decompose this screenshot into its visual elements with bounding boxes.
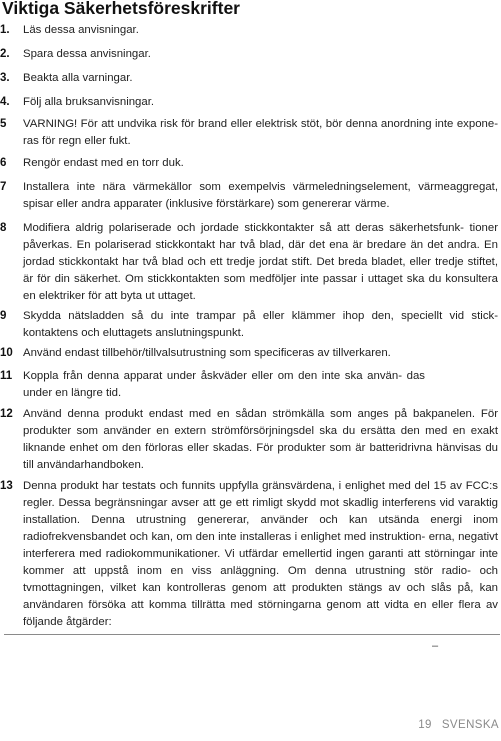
dash-mark: – <box>432 640 439 652</box>
item-number: 9 <box>0 310 7 322</box>
item-text: Använd denna produkt endast med en sådan strömkälla som anges på bakpanelen. För produkter som använder en extern strömförsörjningsdel ska du ersätta den med en exakt liknande enhet om den förloras eller skadas. För produkter som är batteridrivna hänvisas du till användarhandboken. <box>23 408 498 471</box>
item-text: Koppla från denna apparat under åskväder eller om den inte ska använ- das under en längre tid. <box>23 370 425 399</box>
page-footer <box>418 719 499 731</box>
item-number: 7 <box>0 181 7 193</box>
page-title: Viktiga Säkerhetsföreskrifter <box>2 0 240 18</box>
item-text: Spara dessa anvisningar. <box>23 48 151 60</box>
item-number: 6 <box>0 157 7 169</box>
item-number: 1. <box>0 24 10 36</box>
item-text: Installera inte nära värmekällor som exempelvis värmeledningselement, värmeaggregat, spisar eller andra apparater (inklusive förstärkare) som genererar värme. <box>23 181 498 210</box>
item-number: 3. <box>0 72 10 84</box>
item-number: 10 <box>0 347 13 359</box>
item-number: 8 <box>0 222 7 234</box>
item-number: 5 <box>0 118 7 130</box>
footer-divider <box>4 634 500 635</box>
item-text: Skydda nätsladden så du inte trampar på eller klämmer ihop den, speciellt vid stick- kontaktens och eluttagets anslutningspunkt. <box>23 310 498 339</box>
item-text: Beakta alla varningar. <box>23 72 133 84</box>
item-text: Läs dessa anvisningar. <box>23 24 139 36</box>
item-number: 12 <box>0 408 13 420</box>
item-text: Rengör endast med en torr duk. <box>23 157 184 169</box>
page-number: 19 <box>418 719 432 731</box>
item-number: 13 <box>0 480 13 492</box>
item-number: 11 <box>0 370 13 382</box>
item-number: 4. <box>0 96 10 108</box>
item-text: Modifiera aldrig polariserade och jordade stickkontakter så att deras säkerhetsfunk- tioner påverkas. En polariserad stickkontakt har två blad, där det ena är bredare än det andra. En jordad stickkontakt har två blad och ett tredje jordat stift. Det breda bladet, eller tredje stiftet, är för din säkerhet. Om stickkontakten som medföljer inte passar i uttaget ska du konsultera en elektriker för att byta ut uttaget. <box>23 222 498 302</box>
item-number: 2. <box>0 48 10 60</box>
item-text: Använd endast tillbehör/tillvalsutrustning som specificeras av tillverkaren. <box>23 347 391 359</box>
item-text: Denna produkt har testats och funnits uppfylla gränsvärdena, i enlighet med del 15 av FCC:s regler. Dessa begränsningar avser att ge ett rimligt skydd mot skadlig interferens vid varaktig installation. Denna utrustning genererar, använder och kan utsända energi inom radiofrekvensbandet och kan, om den inte installeras i enlighet med instruktion- erna, negativt interferera med radiokommunikationer. Vi utfärdar emellertid ingen garanti att störningar inte kommer att uppstå inom en viss anläggning. Om denna utrustning stör radio- och tvmottagningen, vilket kan kontrolleras genom att produkten stängs av och slås på, kan användaren försöka att komma tillrätta med störningarna genom att vidta en eller flera av följande åtgärder: <box>23 480 498 628</box>
language-label: SVENSKA <box>441 719 499 731</box>
item-text: VARNING! För att undvika risk för brand eller elektrisk stöt, bör denna anordning inte expone- ras för regn eller fukt. <box>23 118 498 147</box>
item-text: Följ alla bruksanvisningar. <box>23 96 155 108</box>
